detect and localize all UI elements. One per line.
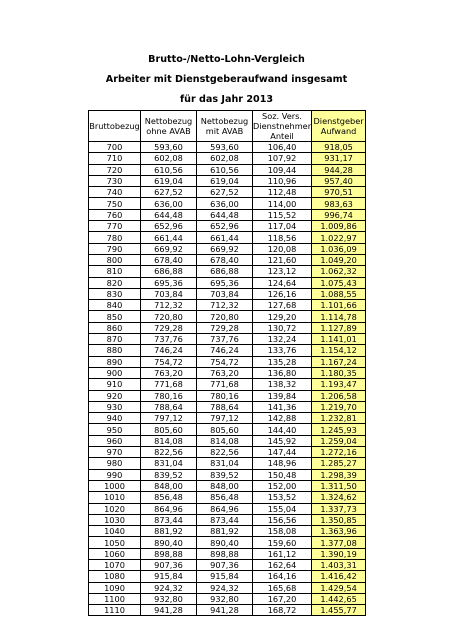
cell-netto-mit-avab: 763,20 (197, 367, 253, 378)
cell-sv-anteil: 112,48 (253, 187, 312, 198)
title-line-3: für das Jahr 2013 (179, 94, 274, 105)
cell-netto-mit-avab: 619,04 (197, 175, 253, 186)
header-row (89, 111, 366, 142)
cell-sv-anteil: 161,12 (253, 548, 312, 559)
cell-bruttobezug: 850 (89, 311, 141, 322)
cell-bruttobezug: 960 (89, 435, 141, 446)
cell-bruttobezug: 980 (89, 458, 141, 469)
table-row (89, 559, 366, 570)
header-bruttobezug: Bruttobezug (89, 111, 141, 142)
cell-netto-mit-avab: 695,36 (197, 277, 253, 288)
cell-sv-anteil: 136,80 (253, 367, 312, 378)
cell-netto-ohne-avab: 856,48 (141, 492, 197, 503)
table-row (89, 605, 366, 616)
cell-sv-anteil: 165,68 (253, 582, 312, 593)
cell-dienstgeber-aufwand: 1.219,70 (312, 401, 366, 412)
cell-netto-ohne-avab: 797,12 (141, 413, 197, 424)
cell-dienstgeber-aufwand: 1.049,20 (312, 254, 366, 265)
table-row (89, 266, 366, 277)
document-title (0, 50, 453, 110)
cell-sv-anteil: 110,96 (253, 175, 312, 186)
cell-dienstgeber-aufwand: 1.429,54 (312, 582, 366, 593)
table-row (89, 548, 366, 559)
table-row (89, 254, 366, 265)
table-row (89, 300, 366, 311)
cell-netto-ohne-avab: 814,08 (141, 435, 197, 446)
cell-netto-mit-avab: 712,32 (197, 300, 253, 311)
cell-sv-anteil: 162,64 (253, 559, 312, 570)
cell-dienstgeber-aufwand: 1.324,62 (312, 492, 366, 503)
cell-netto-ohne-avab: 941,28 (141, 605, 197, 616)
table-row (89, 480, 366, 491)
cell-netto-ohne-avab: 822,56 (141, 447, 197, 458)
table-row (89, 390, 366, 401)
cell-sv-anteil: 115,52 (253, 209, 312, 220)
cell-sv-anteil: 130,72 (253, 322, 312, 333)
salary-table (88, 110, 366, 616)
header-netto-ohne-avab: Nettobezug ohne AVAB (141, 111, 197, 142)
cell-netto-mit-avab: 805,60 (197, 424, 253, 435)
cell-bruttobezug: 1070 (89, 559, 141, 570)
cell-sv-anteil: 132,24 (253, 334, 312, 345)
cell-bruttobezug: 920 (89, 390, 141, 401)
cell-sv-anteil: 167,20 (253, 593, 312, 604)
cell-netto-mit-avab: 814,08 (197, 435, 253, 446)
cell-netto-ohne-avab: 780,16 (141, 390, 197, 401)
table-row (89, 175, 366, 186)
cell-bruttobezug: 890 (89, 356, 141, 367)
cell-netto-mit-avab: 780,16 (197, 390, 253, 401)
cell-netto-mit-avab: 932,80 (197, 593, 253, 604)
cell-dienstgeber-aufwand: 970,51 (312, 187, 366, 198)
cell-bruttobezug: 930 (89, 401, 141, 412)
cell-sv-anteil: 150,48 (253, 469, 312, 480)
cell-sv-anteil: 139,84 (253, 390, 312, 401)
cell-bruttobezug: 710 (89, 153, 141, 164)
cell-dienstgeber-aufwand: 1.259,04 (312, 435, 366, 446)
cell-dienstgeber-aufwand: 957,40 (312, 175, 366, 186)
cell-sv-anteil: 121,60 (253, 254, 312, 265)
cell-sv-anteil: 123,12 (253, 266, 312, 277)
cell-netto-mit-avab: 729,28 (197, 322, 253, 333)
cell-bruttobezug: 810 (89, 266, 141, 277)
cell-dienstgeber-aufwand: 1.272,16 (312, 447, 366, 458)
cell-netto-mit-avab: 746,24 (197, 345, 253, 356)
cell-dienstgeber-aufwand: 1.285,27 (312, 458, 366, 469)
table-body (89, 142, 366, 616)
cell-bruttobezug: 790 (89, 243, 141, 254)
cell-bruttobezug: 950 (89, 424, 141, 435)
cell-netto-ohne-avab: 695,36 (141, 277, 197, 288)
cell-dienstgeber-aufwand: 1.416,42 (312, 571, 366, 582)
cell-sv-anteil: 168,72 (253, 605, 312, 616)
cell-bruttobezug: 1010 (89, 492, 141, 503)
table-row (89, 593, 366, 604)
cell-netto-mit-avab: 831,04 (197, 458, 253, 469)
cell-netto-ohne-avab: 737,76 (141, 334, 197, 345)
cell-netto-ohne-avab: 907,36 (141, 559, 197, 570)
cell-netto-ohne-avab: 890,40 (141, 537, 197, 548)
cell-sv-anteil: 117,04 (253, 221, 312, 232)
cell-sv-anteil: 114,00 (253, 198, 312, 209)
cell-sv-anteil: 129,20 (253, 311, 312, 322)
cell-netto-ohne-avab: 652,96 (141, 221, 197, 232)
cell-netto-mit-avab: 941,28 (197, 605, 253, 616)
cell-netto-mit-avab: 839,52 (197, 469, 253, 480)
cell-bruttobezug: 1100 (89, 593, 141, 604)
cell-bruttobezug: 1050 (89, 537, 141, 548)
cell-sv-anteil: 152,00 (253, 480, 312, 491)
table-row (89, 345, 366, 356)
cell-sv-anteil: 156,56 (253, 514, 312, 525)
cell-netto-ohne-avab: 729,28 (141, 322, 197, 333)
cell-sv-anteil: 135,28 (253, 356, 312, 367)
table-row (89, 367, 366, 378)
cell-netto-ohne-avab: 788,64 (141, 401, 197, 412)
cell-netto-ohne-avab: 754,72 (141, 356, 197, 367)
cell-netto-ohne-avab: 636,00 (141, 198, 197, 209)
cell-netto-mit-avab: 864,96 (197, 503, 253, 514)
cell-netto-mit-avab: 652,96 (197, 221, 253, 232)
cell-netto-mit-avab: 822,56 (197, 447, 253, 458)
cell-dienstgeber-aufwand: 1.363,96 (312, 526, 366, 537)
cell-netto-ohne-avab: 712,32 (141, 300, 197, 311)
cell-netto-ohne-avab: 746,24 (141, 345, 197, 356)
cell-netto-mit-avab: 602,08 (197, 153, 253, 164)
cell-netto-ohne-avab: 720,80 (141, 311, 197, 322)
cell-netto-ohne-avab: 771,68 (141, 379, 197, 390)
cell-dienstgeber-aufwand: 1.390,19 (312, 548, 366, 559)
cell-dienstgeber-aufwand: 1.167,24 (312, 356, 366, 367)
cell-netto-ohne-avab: 898,88 (141, 548, 197, 559)
cell-bruttobezug: 1090 (89, 582, 141, 593)
table-row (89, 311, 366, 322)
table-row (89, 571, 366, 582)
cell-bruttobezug: 1040 (89, 526, 141, 537)
cell-bruttobezug: 830 (89, 288, 141, 299)
table-header (89, 111, 366, 142)
header-netto-mit-avab: Nettobezug mit AVAB (197, 111, 253, 142)
cell-dienstgeber-aufwand: 1.075,43 (312, 277, 366, 288)
cell-netto-mit-avab: 924,32 (197, 582, 253, 593)
table-row (89, 153, 366, 164)
cell-dienstgeber-aufwand: 1.141,01 (312, 334, 366, 345)
cell-dienstgeber-aufwand: 1.101,66 (312, 300, 366, 311)
cell-sv-anteil: 118,56 (253, 232, 312, 243)
table-row (89, 492, 366, 503)
table-row (89, 221, 366, 232)
title-line-1: Brutto-/Netto-Lohn-Vergleich (148, 54, 305, 65)
cell-bruttobezug: 1060 (89, 548, 141, 559)
cell-sv-anteil: 141,36 (253, 401, 312, 412)
cell-sv-anteil: 142,88 (253, 413, 312, 424)
cell-bruttobezug: 740 (89, 187, 141, 198)
cell-bruttobezug: 1020 (89, 503, 141, 514)
cell-netto-ohne-avab: 703,84 (141, 288, 197, 299)
cell-bruttobezug: 1110 (89, 605, 141, 616)
cell-netto-ohne-avab: 848,00 (141, 480, 197, 491)
cell-bruttobezug: 1000 (89, 480, 141, 491)
cell-netto-mit-avab: 915,84 (197, 571, 253, 582)
cell-netto-mit-avab: 898,88 (197, 548, 253, 559)
cell-bruttobezug: 780 (89, 232, 141, 243)
title-line-2: Arbeiter mit Dienstgeberaufwand insgesamt (105, 74, 348, 85)
cell-netto-ohne-avab: 627,52 (141, 187, 197, 198)
cell-netto-ohne-avab: 873,44 (141, 514, 197, 525)
cell-dienstgeber-aufwand: 1.114,78 (312, 311, 366, 322)
cell-sv-anteil: 106,40 (253, 142, 312, 153)
table-row (89, 447, 366, 458)
cell-netto-mit-avab: 703,84 (197, 288, 253, 299)
table-row (89, 503, 366, 514)
cell-bruttobezug: 820 (89, 277, 141, 288)
cell-netto-mit-avab: 856,48 (197, 492, 253, 503)
cell-netto-ohne-avab: 805,60 (141, 424, 197, 435)
cell-dienstgeber-aufwand: 931,17 (312, 153, 366, 164)
cell-netto-mit-avab: 636,00 (197, 198, 253, 209)
cell-dienstgeber-aufwand: 1.298,39 (312, 469, 366, 480)
cell-sv-anteil: 133,76 (253, 345, 312, 356)
cell-dienstgeber-aufwand: 1.009,86 (312, 221, 366, 232)
table-row (89, 379, 366, 390)
table-row (89, 277, 366, 288)
cell-netto-ohne-avab: 669,92 (141, 243, 197, 254)
cell-sv-anteil: 147,44 (253, 447, 312, 458)
cell-dienstgeber-aufwand: 983,63 (312, 198, 366, 209)
cell-netto-ohne-avab: 686,88 (141, 266, 197, 277)
cell-dienstgeber-aufwand: 1.154,12 (312, 345, 366, 356)
header-dienstgeber-aufwand: Dienstgeber Aufwand (312, 111, 366, 142)
cell-netto-mit-avab: 788,64 (197, 401, 253, 412)
cell-netto-mit-avab: 873,44 (197, 514, 253, 525)
header-sv-anteil: Soz. Vers. Dienstnehmer Anteil (253, 111, 312, 141)
cell-sv-anteil: 145,92 (253, 435, 312, 446)
cell-netto-mit-avab: 627,52 (197, 187, 253, 198)
table-row (89, 288, 366, 299)
cell-netto-ohne-avab: 831,04 (141, 458, 197, 469)
cell-bruttobezug: 720 (89, 164, 141, 175)
table-row (89, 458, 366, 469)
cell-bruttobezug: 870 (89, 334, 141, 345)
table-row (89, 232, 366, 243)
cell-netto-ohne-avab: 602,08 (141, 153, 197, 164)
cell-bruttobezug: 750 (89, 198, 141, 209)
table-row (89, 435, 366, 446)
cell-bruttobezug: 840 (89, 300, 141, 311)
cell-netto-ohne-avab: 763,20 (141, 367, 197, 378)
cell-bruttobezug: 880 (89, 345, 141, 356)
cell-sv-anteil: 138,32 (253, 379, 312, 390)
table-row (89, 413, 366, 424)
cell-bruttobezug: 760 (89, 209, 141, 220)
cell-netto-mit-avab: 610,56 (197, 164, 253, 175)
cell-bruttobezug: 990 (89, 469, 141, 480)
table-row (89, 582, 366, 593)
cell-netto-mit-avab: 890,40 (197, 537, 253, 548)
cell-dienstgeber-aufwand: 1.193,47 (312, 379, 366, 390)
cell-dienstgeber-aufwand: 1.127,89 (312, 322, 366, 333)
table-row (89, 526, 366, 537)
cell-dienstgeber-aufwand: 1.232,81 (312, 413, 366, 424)
cell-netto-ohne-avab: 881,92 (141, 526, 197, 537)
cell-bruttobezug: 730 (89, 175, 141, 186)
cell-netto-mit-avab: 661,44 (197, 232, 253, 243)
cell-dienstgeber-aufwand: 1.403,31 (312, 559, 366, 570)
cell-bruttobezug: 940 (89, 413, 141, 424)
cell-dienstgeber-aufwand: 944,28 (312, 164, 366, 175)
cell-netto-ohne-avab: 661,44 (141, 232, 197, 243)
cell-bruttobezug: 770 (89, 221, 141, 232)
cell-bruttobezug: 700 (89, 142, 141, 153)
cell-bruttobezug: 970 (89, 447, 141, 458)
table-row (89, 514, 366, 525)
cell-netto-mit-avab: 754,72 (197, 356, 253, 367)
cell-sv-anteil: 148,96 (253, 458, 312, 469)
table-row (89, 334, 366, 345)
cell-sv-anteil: 109,44 (253, 164, 312, 175)
table-row (89, 537, 366, 548)
cell-netto-mit-avab: 771,68 (197, 379, 253, 390)
cell-netto-ohne-avab: 932,80 (141, 593, 197, 604)
table-row (89, 356, 366, 367)
cell-sv-anteil: 159,60 (253, 537, 312, 548)
cell-netto-mit-avab: 686,88 (197, 266, 253, 277)
cell-bruttobezug: 1030 (89, 514, 141, 525)
cell-sv-anteil: 124,64 (253, 277, 312, 288)
table-row (89, 424, 366, 435)
table-row (89, 209, 366, 220)
table-row (89, 401, 366, 412)
table-row (89, 243, 366, 254)
cell-netto-ohne-avab: 644,48 (141, 209, 197, 220)
cell-netto-mit-avab: 797,12 (197, 413, 253, 424)
table-row (89, 187, 366, 198)
table-row (89, 142, 366, 153)
cell-netto-mit-avab: 644,48 (197, 209, 253, 220)
cell-sv-anteil: 153,52 (253, 492, 312, 503)
cell-bruttobezug: 1080 (89, 571, 141, 582)
cell-bruttobezug: 800 (89, 254, 141, 265)
cell-dienstgeber-aufwand: 996,74 (312, 209, 366, 220)
cell-sv-anteil: 120,08 (253, 243, 312, 254)
cell-bruttobezug: 860 (89, 322, 141, 333)
cell-dienstgeber-aufwand: 1.088,55 (312, 288, 366, 299)
cell-netto-mit-avab: 669,92 (197, 243, 253, 254)
cell-dienstgeber-aufwand: 1.036,09 (312, 243, 366, 254)
cell-netto-mit-avab: 848,00 (197, 480, 253, 491)
cell-netto-ohne-avab: 610,56 (141, 164, 197, 175)
cell-netto-ohne-avab: 678,40 (141, 254, 197, 265)
cell-netto-mit-avab: 678,40 (197, 254, 253, 265)
cell-netto-ohne-avab: 619,04 (141, 175, 197, 186)
cell-dienstgeber-aufwand: 1.337,73 (312, 503, 366, 514)
cell-dienstgeber-aufwand: 1.062,32 (312, 266, 366, 277)
table-row (89, 198, 366, 209)
cell-netto-mit-avab: 593,60 (197, 142, 253, 153)
cell-dienstgeber-aufwand: 918,05 (312, 142, 366, 153)
table-row (89, 164, 366, 175)
cell-dienstgeber-aufwand: 1.455,77 (312, 605, 366, 616)
cell-bruttobezug: 900 (89, 367, 141, 378)
table-row (89, 322, 366, 333)
cell-sv-anteil: 144,40 (253, 424, 312, 435)
cell-dienstgeber-aufwand: 1.022,97 (312, 232, 366, 243)
cell-dienstgeber-aufwand: 1.180,35 (312, 367, 366, 378)
cell-dienstgeber-aufwand: 1.350,85 (312, 514, 366, 525)
cell-netto-mit-avab: 907,36 (197, 559, 253, 570)
cell-sv-anteil: 155,04 (253, 503, 312, 514)
cell-dienstgeber-aufwand: 1.206,58 (312, 390, 366, 401)
cell-dienstgeber-aufwand: 1.245,93 (312, 424, 366, 435)
cell-sv-anteil: 164,16 (253, 571, 312, 582)
cell-sv-anteil: 107,92 (253, 153, 312, 164)
cell-netto-ohne-avab: 593,60 (141, 142, 197, 153)
cell-netto-ohne-avab: 839,52 (141, 469, 197, 480)
cell-netto-mit-avab: 737,76 (197, 334, 253, 345)
cell-sv-anteil: 158,08 (253, 526, 312, 537)
cell-sv-anteil: 127,68 (253, 300, 312, 311)
cell-bruttobezug: 910 (89, 379, 141, 390)
cell-dienstgeber-aufwand: 1.442,65 (312, 593, 366, 604)
cell-netto-mit-avab: 720,80 (197, 311, 253, 322)
cell-sv-anteil: 126,16 (253, 288, 312, 299)
cell-netto-ohne-avab: 864,96 (141, 503, 197, 514)
table-row (89, 469, 366, 480)
cell-netto-ohne-avab: 915,84 (141, 571, 197, 582)
cell-netto-ohne-avab: 924,32 (141, 582, 197, 593)
cell-dienstgeber-aufwand: 1.311,50 (312, 480, 366, 491)
cell-netto-mit-avab: 881,92 (197, 526, 253, 537)
cell-dienstgeber-aufwand: 1.377,08 (312, 537, 366, 548)
